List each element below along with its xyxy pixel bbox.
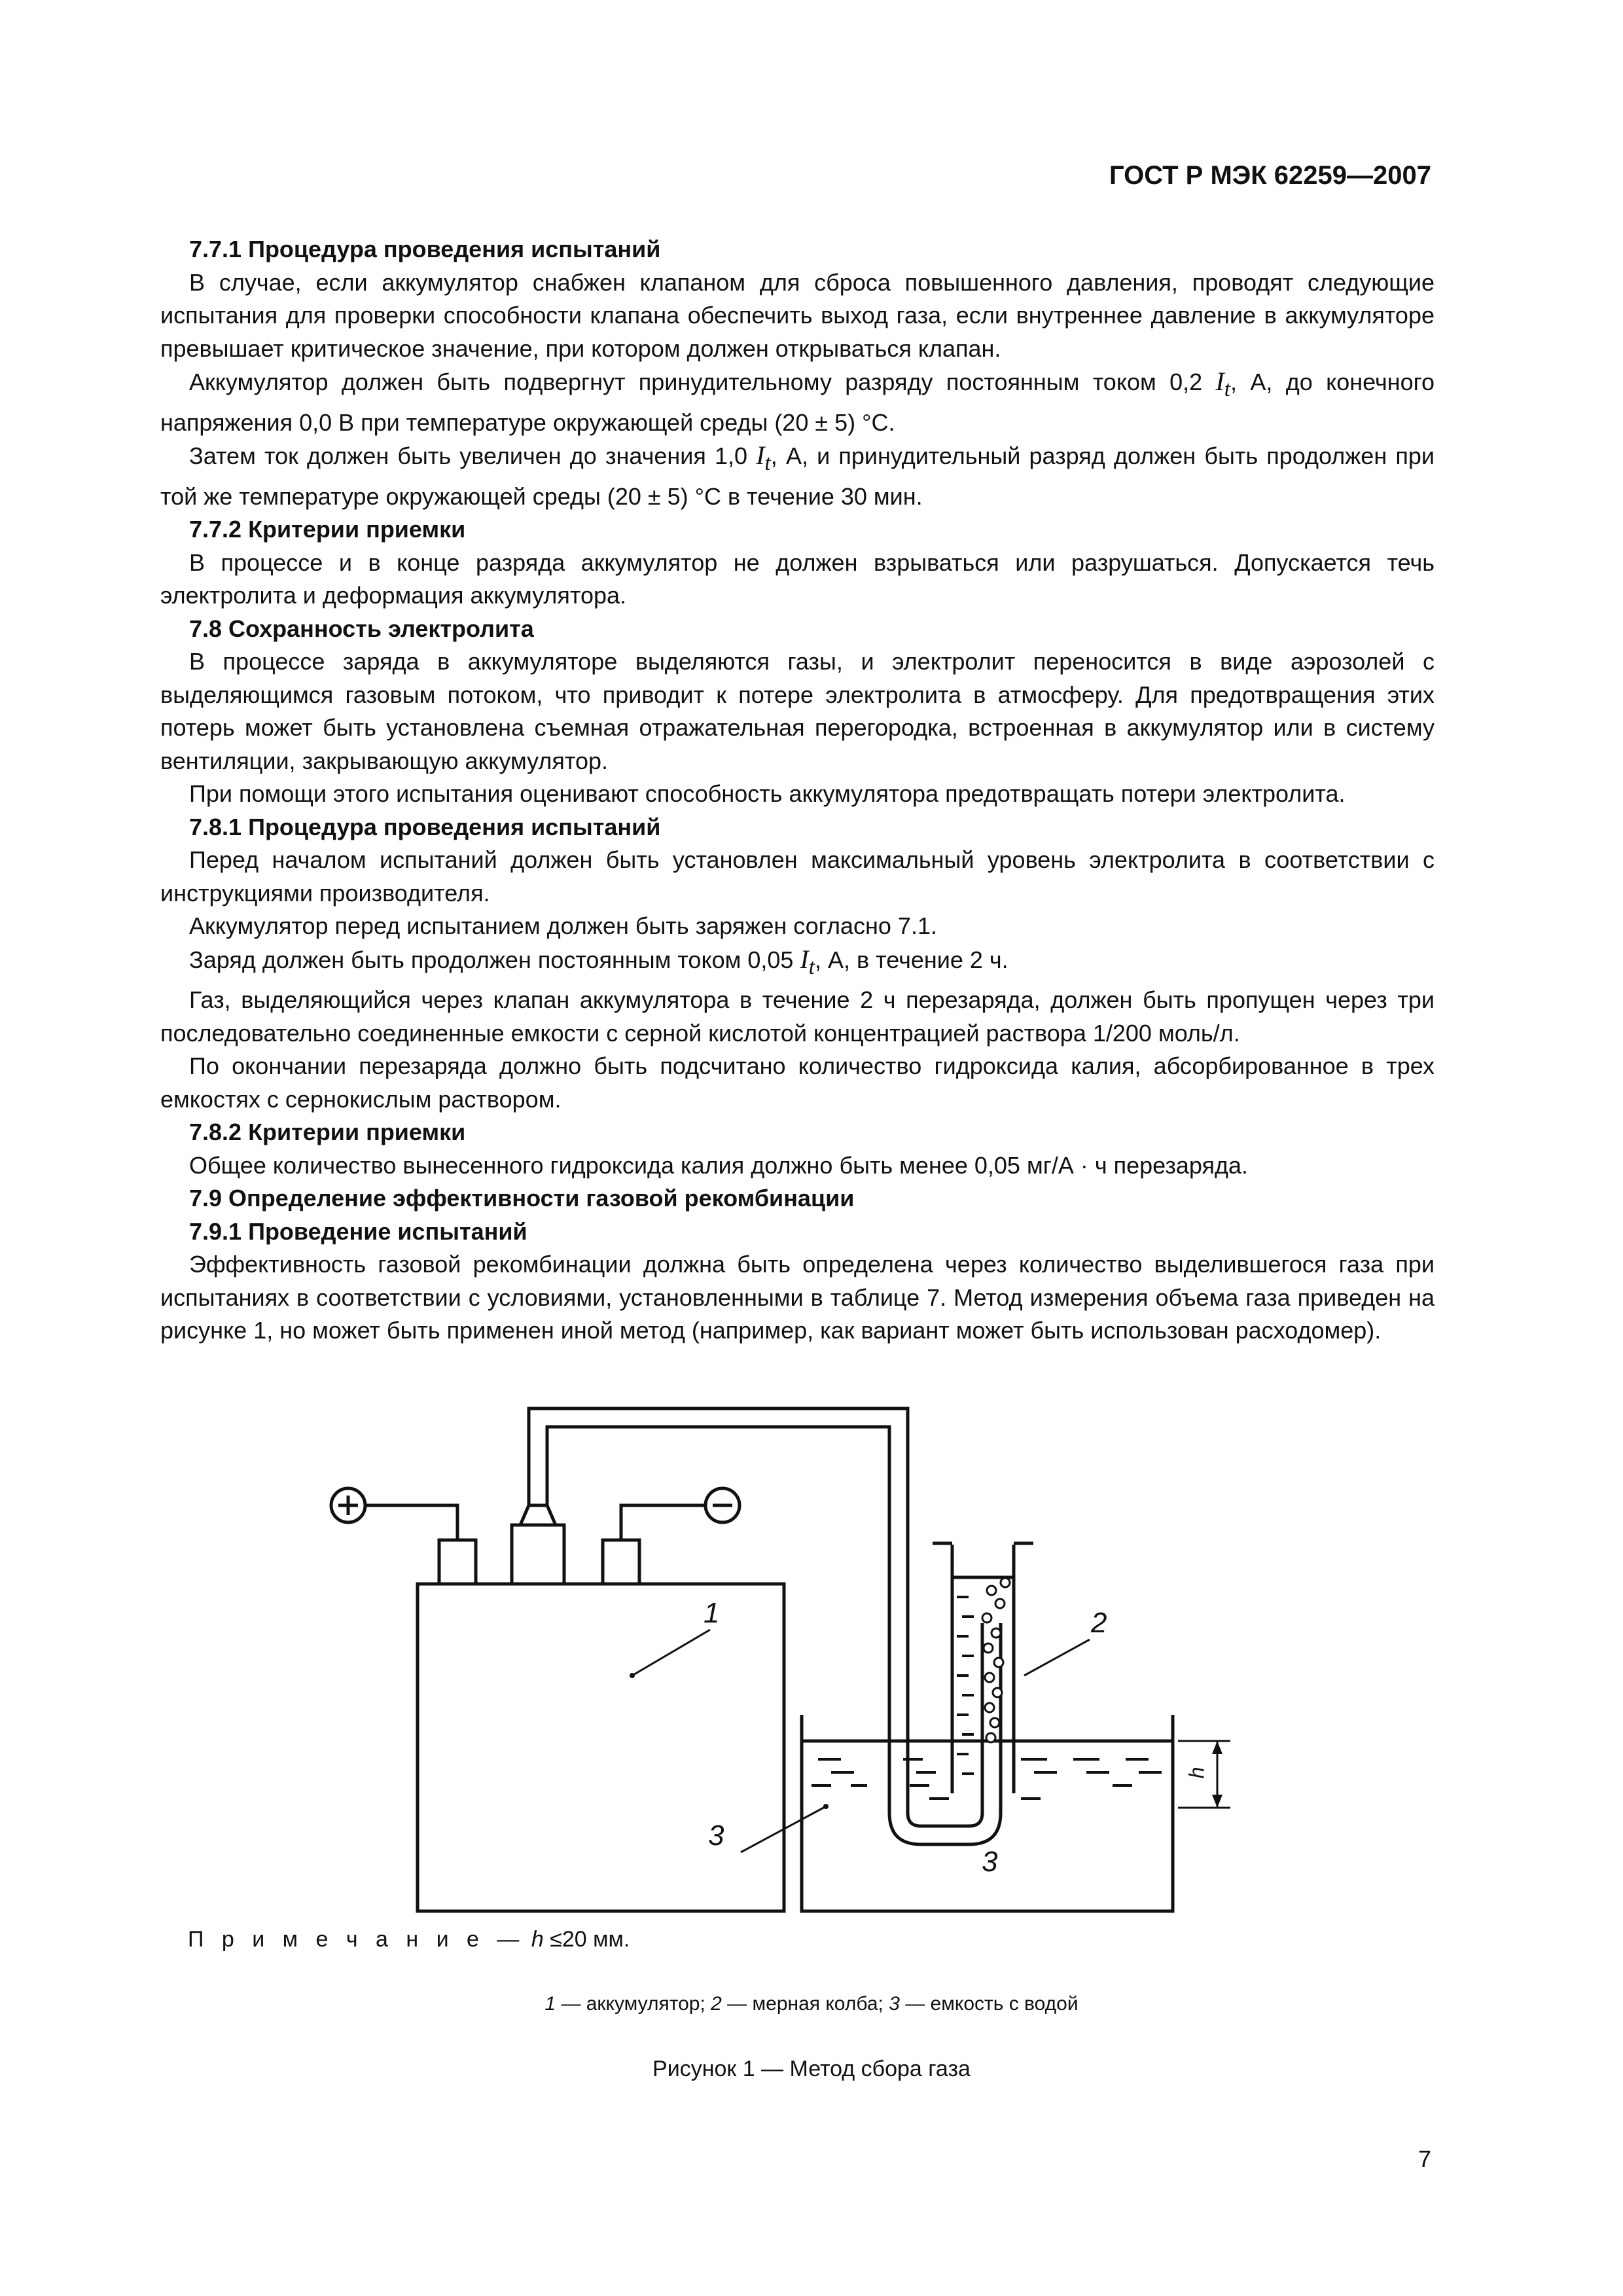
section-heading-7-7-2: 7.7.2 Критерии приемки: [189, 516, 466, 543]
paragraph: В случае, если аккумулятор снабжен клапаном для сброса повышенного давления, проводят следующие испытания для проверки способности клапана обеспечить выход газа, если внутреннее давление в аккумуляторе превышает критическое значение, при котором должен открываться клапан.: [160, 268, 1435, 362]
paragraph: В процессе и в конце разряда аккумулятор не должен взрываться или разрушаться. Допускается течь электролита и деформация аккумулятора.: [160, 548, 1435, 609]
current-symbol: $I_t$: [800, 944, 815, 979]
figure-label-3-right: 3: [982, 1846, 998, 1878]
paragraph: По окончании перезаряда должно быть подсчитано количество гидроксида калия, абсорбированное в трех емкостях с сернокислым раствором.: [160, 1052, 1435, 1113]
document-body: [160, 233, 1435, 1348]
paragraph: В процессе заряда в аккумуляторе выделяются газы, и электролит переносится в виде аэрозолей с выделяющимся газовым потоком, что приводит к потере электролита в атмосферу. Для предотвращения этих потерь может быть установлена съемная отражательная перегородка, встроенная в аккумулятор или в систему вентиляции, закрывающую аккумулятор.: [160, 648, 1435, 774]
section-heading-7-8: 7.8 Сохранность электролита: [189, 615, 534, 642]
paragraph: Эффективность газовой рекомбинации должна быть определена через количество выделившегося газа при испытаниях в соответствии с условиями, установленными в таблице 7. Метод измерения объема газа приведен на рисунке 1, но может быть применен иной метод (например, как вариант может быть использован расходомер).: [160, 1251, 1435, 1344]
gas-tube: [529, 1408, 982, 1826]
current-symbol: $I_t$: [756, 440, 771, 475]
page-number: 7: [1418, 2145, 1431, 2172]
battery-terminal-negative: [603, 1540, 639, 1584]
flask-hatching: [957, 1597, 974, 1774]
paragraph: Аккумулятор должен быть подвергнут принудительному разряду постоянным током 0,2 $I_t$, А, до конечного напряжения 0,0 В при температуре окружающей среды (20 ± 5) °С.: [160, 367, 1435, 436]
leader-line-2: [1024, 1640, 1090, 1676]
gas-bubbles: [982, 1578, 1010, 1742]
section-heading-7-8-1: 7.8.1 Процедура проведения испытаний: [189, 813, 661, 840]
section-heading-7-9-1: 7.9.1 Проведение испытаний: [189, 1217, 527, 1245]
section-heading-7-8-2: 7.8.2 Критерии приемки: [189, 1119, 466, 1145]
figure-label-3-left: 3: [708, 1820, 724, 1852]
dimension-label-h: h: [1185, 1767, 1209, 1779]
battery-body: [418, 1584, 784, 1911]
document-number: ГОСТ Р МЭК 62259—2007: [1109, 161, 1431, 190]
figure-label-1: 1: [704, 1597, 720, 1629]
leader-line-1: [632, 1630, 710, 1676]
figure-label-2: 2: [1091, 1607, 1107, 1639]
section-heading-7-9: 7.9 Определение эффективности газовой рекомбинации: [189, 1185, 855, 1211]
paragraph: Газ, выделяющийся через клапан аккумулятора в течение 2 ч перезаряда, должен быть пропущен через три последовательно соединенные емкости с серной кислотой концентрацией раствора 1/200 моль/л.: [160, 986, 1435, 1047]
figure-gas-collection: [0, 1374, 1623, 1937]
gas-collection-diagram: [0, 1374, 1623, 1937]
paragraph: При помощи этого испытания оценивают способность аккумулятора предотвращать потери электролита.: [189, 780, 1346, 807]
figure-caption: Рисунок 1 — Метод сбора газа: [652, 2056, 971, 2081]
paragraph: Аккумулятор перед испытанием должен быть заряжен согласно 7.1.: [189, 912, 937, 939]
battery-valve: [512, 1525, 564, 1584]
battery-terminal-positive: [439, 1540, 476, 1584]
section-heading-7-7-1: 7.7.1 Процедура проведения испытаний: [189, 236, 661, 262]
paragraph: Затем ток должен быть увеличен до значения 1,0 $I_t$, А, и принудительный разряд должен быть продолжен при той же температуре окружающей среды (20 ± 5) °С в течение 30 мин.: [160, 440, 1435, 510]
water-container: [802, 1715, 1173, 1911]
paragraph: Перед началом испытаний должен быть установлен максимальный уровень электролита в соответствии с инструкциями производителя.: [160, 846, 1435, 906]
figure-legend: 1 — аккумулятор; 2 — мерная колба; 3 — емкость с водой: [544, 1993, 1079, 2015]
figure-note: П р и м е ч а н и е — h ≤20 мм.: [188, 1927, 630, 1952]
current-symbol: $I_t$: [1215, 367, 1231, 401]
water-hatching: [812, 1759, 1162, 1799]
paragraph: Заряд должен быть продолжен постоянным током 0,05 $I_t$, А, в течение 2 ч.: [189, 944, 1008, 979]
paragraph: Общее количество вынесенного гидроксида калия должно быть менее 0,05 мг/А · ч перезаряда.: [189, 1151, 1249, 1179]
